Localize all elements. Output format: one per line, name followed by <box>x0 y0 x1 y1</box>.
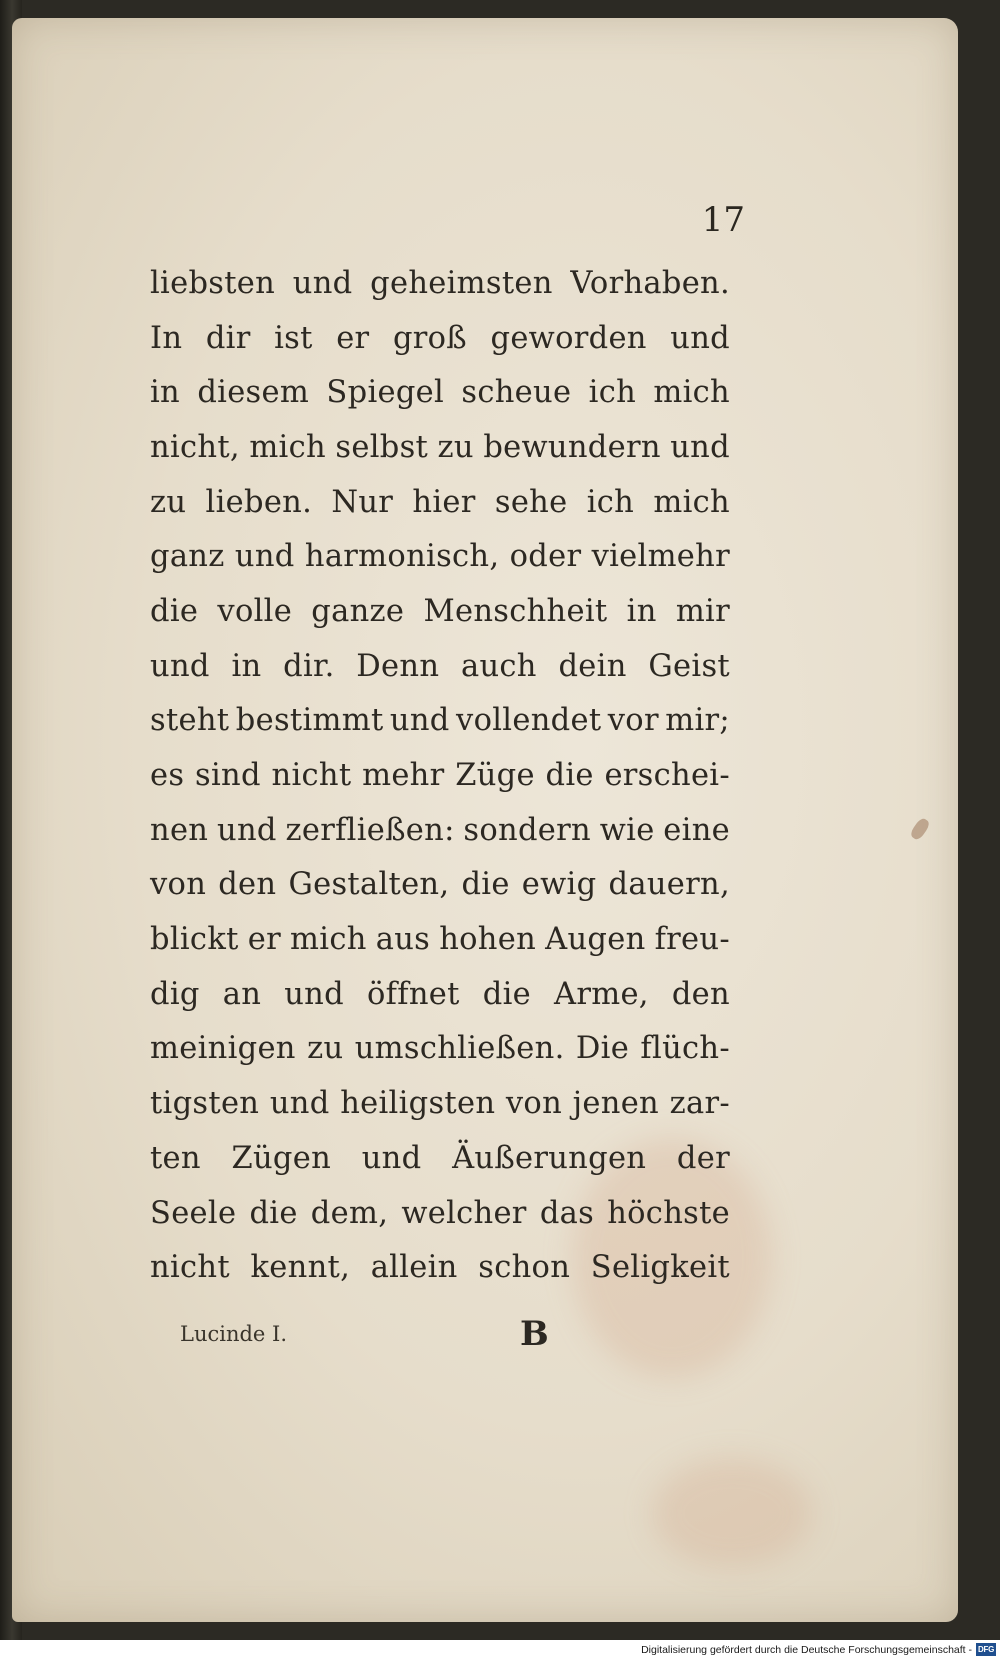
word: heiligsten <box>340 1086 496 1122</box>
word: ganz <box>150 539 225 575</box>
word: dir <box>205 320 251 356</box>
word: ich <box>588 375 637 411</box>
word: mich <box>653 375 730 411</box>
word: umschließen. <box>354 1031 565 1067</box>
body-text <box>150 256 730 1295</box>
word: hohen <box>439 922 537 958</box>
word: lieben. <box>205 484 313 520</box>
text-line <box>150 639 730 694</box>
word: und <box>217 812 277 848</box>
word: und <box>150 648 210 684</box>
word: ist <box>274 320 313 356</box>
text-line <box>150 1240 730 1295</box>
word: Zügen <box>231 1140 332 1176</box>
word: und <box>670 320 730 356</box>
word: in <box>150 375 180 411</box>
word: vor <box>607 703 659 739</box>
word: sehe <box>494 484 568 520</box>
word: die <box>482 976 531 1012</box>
word: in <box>231 648 262 684</box>
word: mehr <box>362 758 445 794</box>
word: den <box>671 976 730 1012</box>
text-line <box>150 1022 730 1077</box>
word: eine <box>663 812 730 848</box>
dfg-logo: DFG <box>978 1645 994 1654</box>
word: diesem <box>197 375 310 411</box>
word: freu- <box>654 922 730 958</box>
word: aus <box>375 922 431 958</box>
catchword: B <box>520 1314 549 1354</box>
word: nicht <box>271 758 352 794</box>
digitization-footer <box>0 1640 1000 1659</box>
word: dir. <box>283 648 335 684</box>
word: oder <box>509 539 582 575</box>
word: öffnet <box>367 976 460 1012</box>
text-line <box>150 803 730 858</box>
word: welcher <box>401 1195 527 1231</box>
word: und <box>284 976 344 1012</box>
word: mich <box>249 429 326 465</box>
word: er <box>336 320 370 356</box>
text-line <box>150 1131 730 1186</box>
word: geworden <box>490 320 647 356</box>
page-stain <box>652 1458 812 1568</box>
word: blickt <box>150 922 239 958</box>
word: von <box>150 867 207 903</box>
text-line <box>150 1186 730 1241</box>
word: dauern, <box>608 867 730 903</box>
word: er <box>247 922 281 958</box>
word: zerfließen: <box>285 812 455 848</box>
word: vielmehr <box>591 539 730 575</box>
text-line <box>150 858 730 913</box>
word: Äußerungen <box>452 1140 647 1176</box>
word: nicht <box>150 1250 230 1286</box>
word: der <box>676 1140 730 1176</box>
word: mir; <box>665 703 730 739</box>
word: In <box>150 320 183 356</box>
word: an <box>222 976 262 1012</box>
word: dein <box>558 648 627 684</box>
word: ewig <box>521 867 597 903</box>
text-line <box>150 967 730 1022</box>
word: schon <box>478 1250 571 1286</box>
word: das <box>539 1195 595 1231</box>
word: zu <box>437 429 474 465</box>
word: volle <box>217 593 293 629</box>
word: die <box>249 1195 298 1231</box>
word: höchste <box>607 1195 730 1231</box>
word: Seele <box>150 1195 237 1231</box>
word: groß <box>392 320 467 356</box>
word: Spiegel <box>326 375 445 411</box>
footer-credit: Digitalisierung gefördert durch die Deutsche Forschungsgemeinschaft - <box>641 1643 972 1656</box>
word: ganze <box>311 593 405 629</box>
word: zu <box>150 484 187 520</box>
word: mir <box>675 593 730 629</box>
text-line <box>150 420 730 475</box>
word: jenen <box>572 1086 659 1122</box>
word: Die <box>575 1031 630 1067</box>
word: nicht, <box>150 429 240 465</box>
word: ich <box>586 484 635 520</box>
word: tigsten <box>150 1086 260 1122</box>
word: wie <box>599 812 655 848</box>
text-line <box>150 694 730 749</box>
word: Geist <box>648 648 730 684</box>
word: bestimmt <box>235 703 384 739</box>
word: die <box>461 867 510 903</box>
word: mich <box>653 484 730 520</box>
word: und <box>292 265 353 301</box>
text-line <box>150 1076 730 1131</box>
word: ten <box>150 1140 201 1176</box>
word: Denn <box>356 648 440 684</box>
word: harmonisch, <box>304 539 500 575</box>
word: Seligkeit <box>590 1250 730 1286</box>
page-mark <box>909 817 931 842</box>
word: von <box>505 1086 563 1122</box>
word: Arme, <box>554 976 649 1012</box>
text-line <box>150 311 730 366</box>
text-line <box>150 912 730 967</box>
word: dem, <box>310 1195 389 1231</box>
word: vollendet <box>456 703 602 739</box>
word: meinigen <box>150 1031 296 1067</box>
word: und <box>361 1140 422 1176</box>
word: nen <box>150 812 209 848</box>
word: flüch- <box>640 1031 730 1067</box>
word: die <box>545 758 594 794</box>
word: geheimsten <box>370 265 553 301</box>
word: hier <box>412 484 476 520</box>
text-line <box>150 475 730 530</box>
word: Augen <box>545 922 646 958</box>
word: es <box>150 758 185 794</box>
word: den <box>218 867 277 903</box>
word: steht <box>150 703 230 739</box>
text-line <box>150 529 730 584</box>
word: Vorhaben. <box>570 265 730 301</box>
word: bewundern <box>483 429 661 465</box>
word: liebsten <box>150 265 276 301</box>
page-number: 17 <box>701 200 745 240</box>
word: in <box>626 593 657 629</box>
word: allein <box>370 1250 458 1286</box>
word: kennt, <box>250 1250 351 1286</box>
word: Gestalten, <box>288 867 450 903</box>
text-line <box>150 584 730 639</box>
word: scheue <box>461 375 572 411</box>
word: erschei- <box>604 758 730 794</box>
word: auch <box>461 648 537 684</box>
text-line <box>150 256 730 311</box>
text-line <box>150 748 730 803</box>
word: und <box>670 429 730 465</box>
word: Menschheit <box>423 593 608 629</box>
word: und <box>269 1086 330 1122</box>
word: selbst <box>335 429 429 465</box>
word: dig <box>150 976 200 1012</box>
word: zar- <box>669 1086 730 1122</box>
word: Züge <box>455 758 535 794</box>
word: sondern <box>463 812 591 848</box>
word: die <box>150 593 199 629</box>
word: Nur <box>331 484 394 520</box>
text-line <box>150 365 730 420</box>
word: sind <box>195 758 261 794</box>
signature-mark: Lucinde I. <box>180 1322 287 1346</box>
word: zu <box>307 1031 344 1067</box>
word: mich <box>290 922 367 958</box>
word: und <box>389 703 450 739</box>
word: und <box>234 539 295 575</box>
